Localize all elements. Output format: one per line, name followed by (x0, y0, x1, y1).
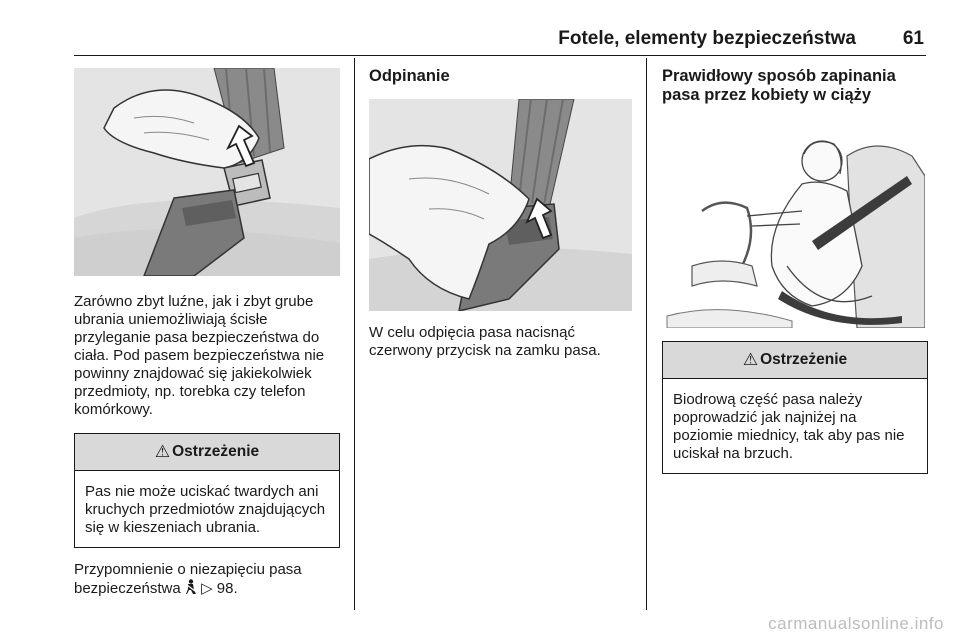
figure-buckle-release (369, 99, 632, 311)
warning-title-1: Ostrzeżenie (172, 443, 260, 460)
page-number: 61 (902, 28, 924, 49)
clothing-paragraph: Zarówno zbyt luźne, jak i zbyt grube ubrania uniemożliwiają ścisłe przyleganie pasa bezpieczeństwa do ciała. Pod pasem bezpieczeństwa nie powinny znajdować się jakiekolwiek przedmioty, np. torebka czy telefon komórkowy. (74, 293, 325, 418)
seatbelt-reminder-icon (185, 579, 197, 600)
warning-triangle-icon: ⚠ (154, 442, 171, 461)
column-divider-1 (354, 58, 355, 610)
section-heading-pregnancy: Prawidłowy sposób zapinania pasa przez kobiety w ciąży (662, 67, 896, 104)
warning-box-2 (662, 341, 928, 474)
page-ref-arrow-icon: ▷ (201, 580, 213, 597)
reminder-page-ref[interactable]: 98. (216, 580, 238, 597)
watermark: carmanualsonline.info (768, 614, 944, 633)
reminder-line-2: bezpieczeństwa (74, 580, 181, 597)
warning-box-1 (74, 433, 340, 548)
section-heading-unbuckling: Odpinanie (369, 67, 450, 85)
column-divider-2 (646, 58, 647, 610)
figure-buckle-fastening (74, 68, 340, 276)
warning-text-2: Biodrową część pasa należy poprowadzić jak najniżej na poziomie miednicy, tak aby pas nie uciskał na brzuch. (673, 391, 905, 462)
column-1 (74, 56, 340, 600)
release-paragraph: W celu odpięcia pasa nacisnąć czerwony przycisk na zamku pasa. (369, 324, 601, 359)
warning-header-1 (75, 434, 339, 471)
warning-title-2: Ostrzeżenie (760, 351, 848, 368)
reminder-line-1: Przypomnienie o niezapięciu pasa (74, 561, 302, 578)
warning-header-2 (663, 342, 927, 379)
column-2 (369, 56, 635, 360)
figure-pregnant-woman-belt (662, 116, 925, 328)
warning-text-1: Pas nie może uciskać twardych ani kruchych przedmiotów znajdujących się w kieszeniach ubrania. (85, 483, 326, 536)
warning-triangle-icon: ⚠ (742, 350, 759, 369)
reminder-paragraph (74, 561, 340, 600)
column-3 (662, 56, 928, 474)
page-header-title: Fotele, elementy bezpieczeństwa (558, 28, 856, 49)
